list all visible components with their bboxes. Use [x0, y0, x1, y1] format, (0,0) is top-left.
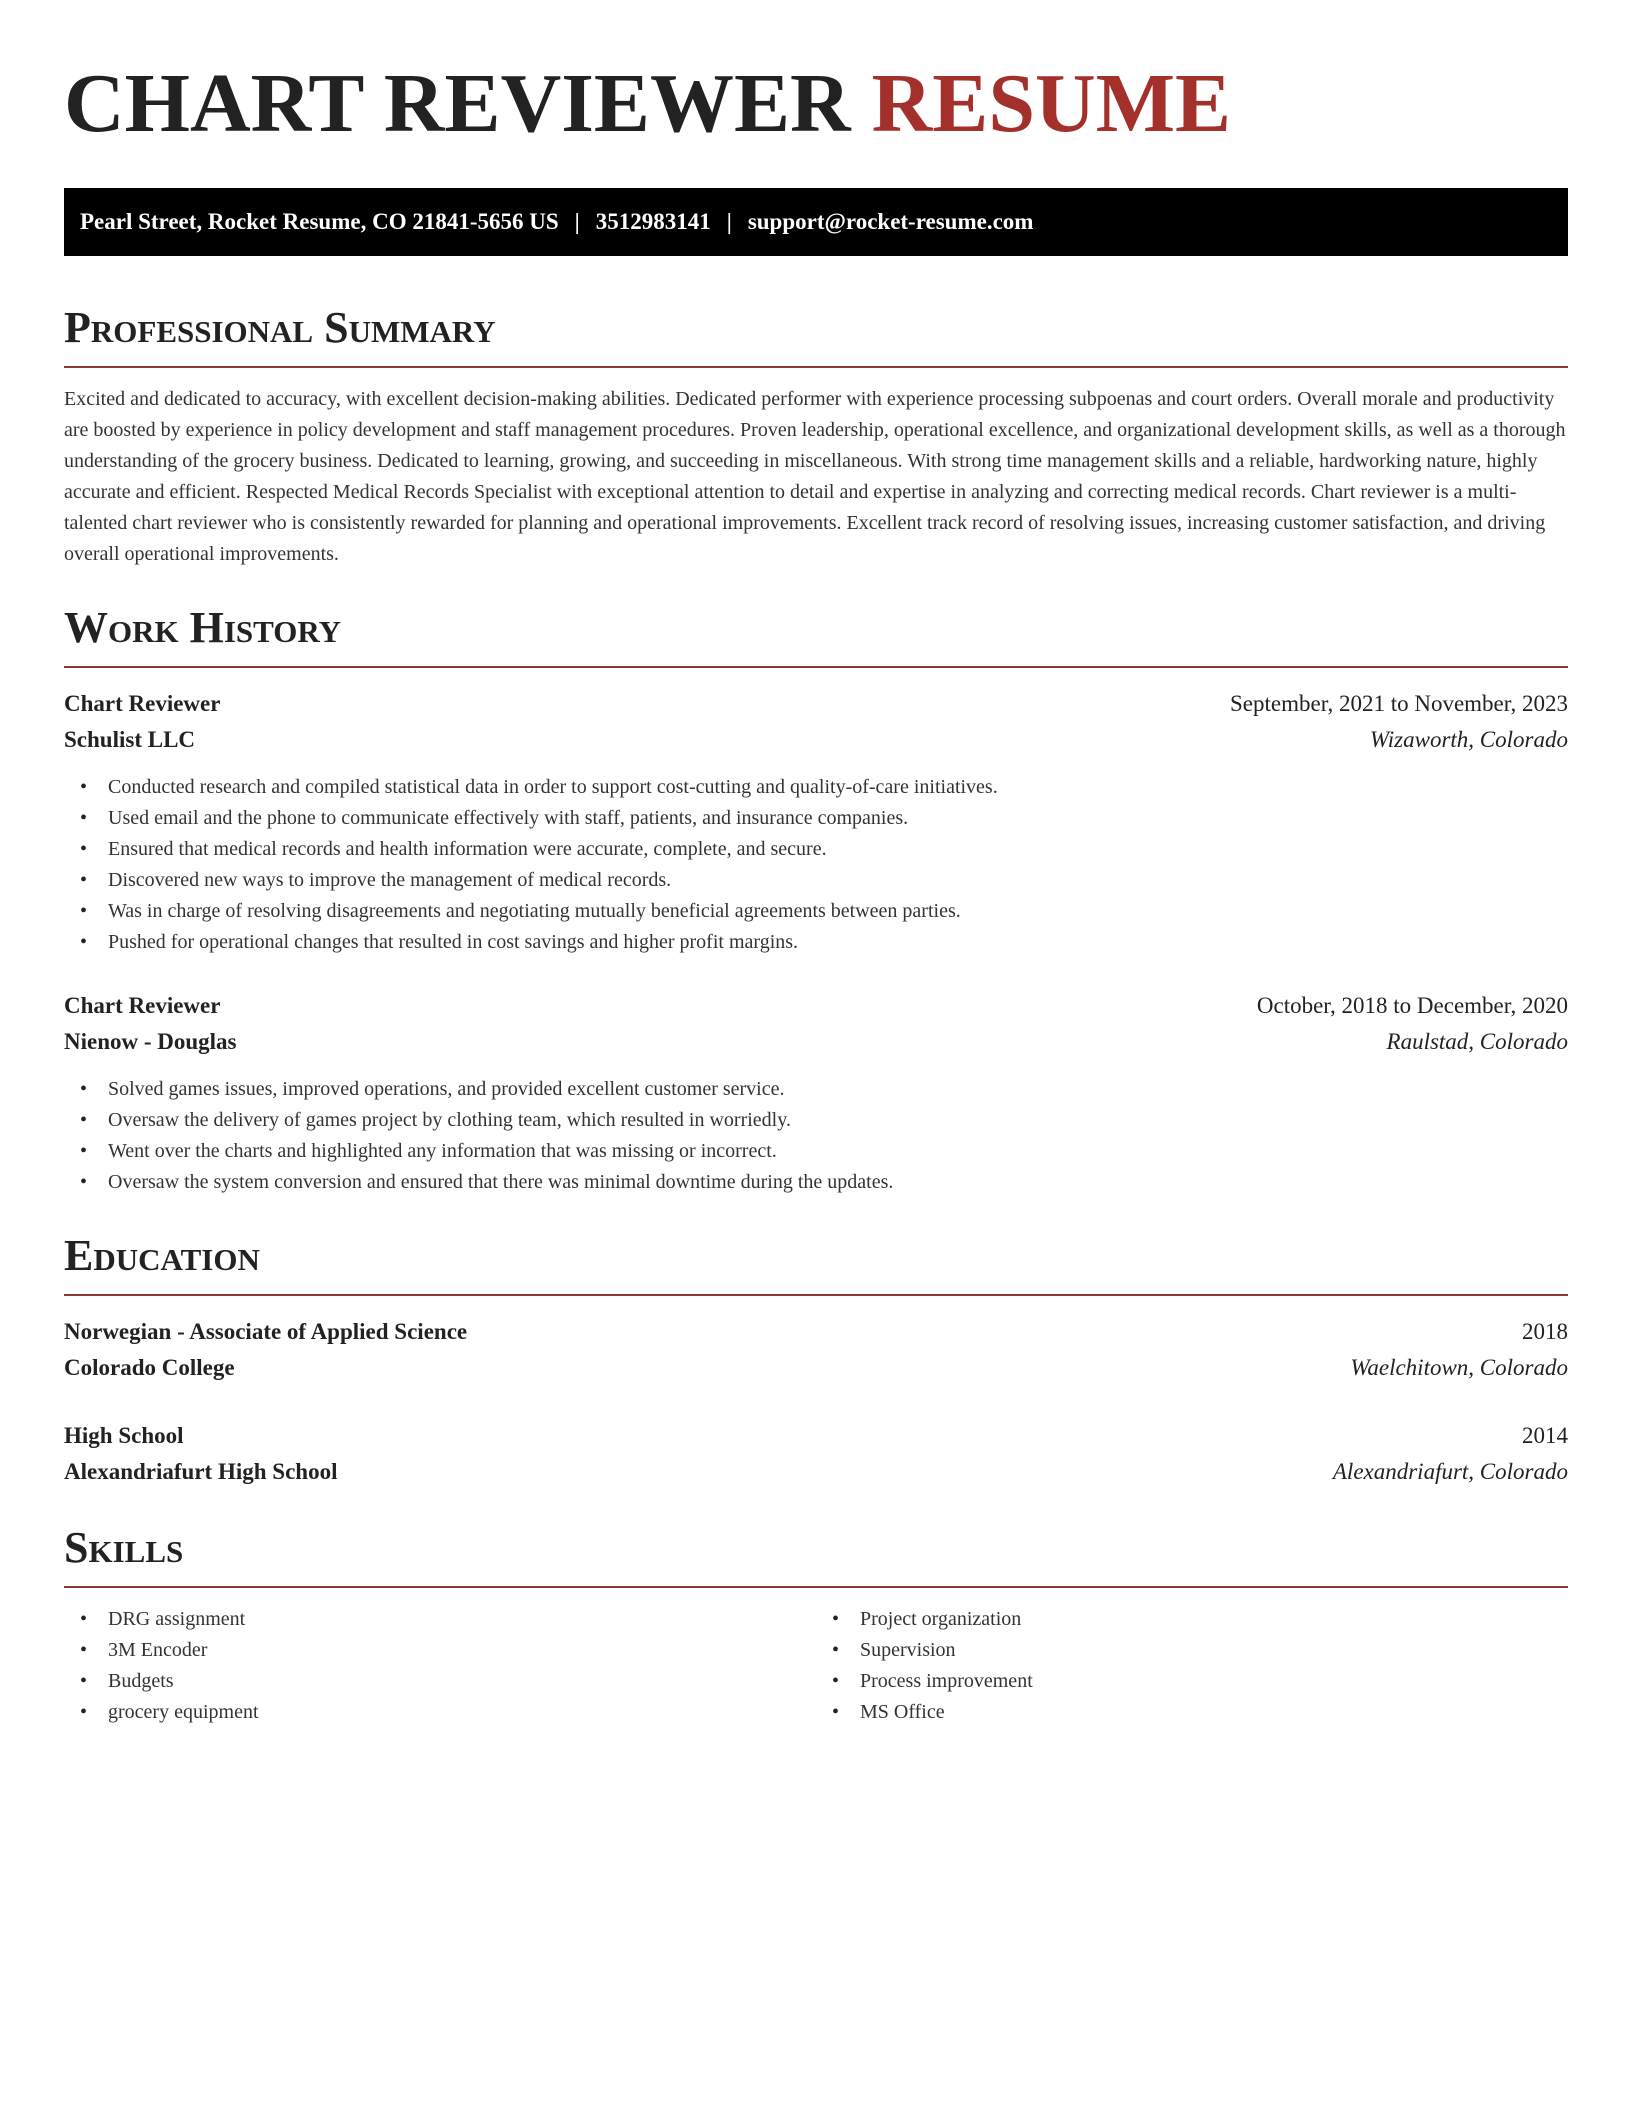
- title-accent: RESUME: [871, 57, 1232, 150]
- list-item: • Went over the charts and highlighted any information that was missing or incorrect.: [64, 1136, 1568, 1167]
- work-history-section: [64, 600, 1568, 1198]
- job-dates: October, 2018 to December, 2020: [1256, 993, 1568, 1018]
- job-bullets: [64, 1074, 1568, 1198]
- section-divider: [64, 666, 1568, 668]
- title-main: CHART REVIEWER: [64, 57, 851, 150]
- skill-item: • Supervision: [816, 1635, 1568, 1666]
- skill-item: • Budgets: [64, 1666, 816, 1697]
- section-title: Education: [64, 1231, 260, 1280]
- education-year: 2018: [1522, 1319, 1568, 1344]
- education-school: Colorado College: [64, 1355, 235, 1380]
- job-header-row: [64, 686, 1568, 722]
- job-dates: September, 2021 to November, 2023: [1230, 691, 1568, 716]
- list-item: • Used email and the phone to communicate effectively with staff, patients, and insurance companies.: [64, 803, 1568, 834]
- list-item: • Oversaw the delivery of games project by clothing team, which resulted in worriedly.: [64, 1105, 1568, 1136]
- section-title: Work History: [64, 603, 342, 652]
- skills-column-left: [64, 1604, 816, 1728]
- education-degree: Norwegian - Associate of Applied Science: [64, 1319, 468, 1344]
- contact-separator: |: [574, 209, 580, 234]
- skills-grid: [64, 1604, 1568, 1728]
- list-item: • Was in charge of resolving disagreements and negotiating mutually beneficial agreements between parties.: [64, 896, 1568, 927]
- education-school-row: [64, 1454, 1568, 1490]
- resume-title: [64, 56, 1568, 152]
- education-entry: [64, 1314, 1568, 1386]
- job-entry: [64, 988, 1568, 1198]
- education-section: [64, 1228, 1568, 1490]
- list-item: • Ensured that medical records and health information were accurate, complete, and secure.: [64, 834, 1568, 865]
- education-location: Alexandriafurt, Colorado: [1332, 1459, 1568, 1484]
- skills-list: [816, 1604, 1568, 1728]
- skills-section: [64, 1520, 1568, 1728]
- contact-bar: [64, 188, 1568, 256]
- skill-item: • Process improvement: [816, 1666, 1568, 1697]
- list-item: • Conducted research and compiled statistical data in order to support cost-cutting and quality-of-care initiatives.: [64, 772, 1568, 803]
- job-company-row: [64, 1024, 1568, 1060]
- section-divider: [64, 1294, 1568, 1296]
- contact-separator: |: [726, 209, 732, 234]
- section-title: Skills: [64, 1523, 184, 1572]
- skills-list: [64, 1604, 816, 1728]
- skill-item: • DRG assignment: [64, 1604, 816, 1635]
- list-item: • Pushed for operational changes that resulted in cost savings and higher profit margins.: [64, 927, 1568, 958]
- contact-phone: 3512983141: [595, 209, 711, 234]
- section-divider: [64, 1586, 1568, 1588]
- education-school: Alexandriafurt High School: [64, 1459, 338, 1484]
- skills-column-right: [816, 1604, 1568, 1728]
- job-entry: [64, 686, 1568, 958]
- job-company: Nienow - Douglas: [64, 1029, 237, 1054]
- skill-item: • grocery equipment: [64, 1697, 816, 1728]
- job-location: Wizaworth, Colorado: [1369, 727, 1568, 752]
- education-location: Waelchitown, Colorado: [1350, 1355, 1568, 1380]
- job-title: Chart Reviewer: [64, 993, 221, 1018]
- job-company: Schulist LLC: [64, 727, 196, 752]
- contact-email: support@rocket-resume.com: [747, 209, 1034, 234]
- section-title: Professional Summary: [64, 303, 496, 352]
- list-item: • Discovered new ways to improve the management of medical records.: [64, 865, 1568, 896]
- list-item: • Solved games issues, improved operations, and provided excellent customer service.: [64, 1074, 1568, 1105]
- skill-item: • 3M Encoder: [64, 1635, 816, 1666]
- education-school-row: [64, 1350, 1568, 1386]
- education-entry: [64, 1418, 1568, 1490]
- list-item: • Oversaw the system conversion and ensured that there was minimal downtime during the updates.: [64, 1167, 1568, 1198]
- contact-address: Pearl Street, Rocket Resume, CO 21841-5656 US: [80, 209, 559, 234]
- job-title: Chart Reviewer: [64, 691, 221, 716]
- job-bullets: [64, 772, 1568, 958]
- section-divider: [64, 366, 1568, 368]
- skill-item: • MS Office: [816, 1697, 1568, 1728]
- education-header-row: [64, 1314, 1568, 1350]
- job-location: Raulstad, Colorado: [1386, 1029, 1568, 1054]
- professional-summary-section: [64, 300, 1568, 570]
- job-company-row: [64, 722, 1568, 758]
- job-header-row: [64, 988, 1568, 1024]
- education-header-row: [64, 1418, 1568, 1454]
- summary-text: Excited and dedicated to accuracy, with excellent decision-making abilities. Dedicated performer with experience processing subpoenas and court orders. Overall morale and productivity are boosted by experience in policy development and staff management procedures. Proven leadership, operational excellence, and organizational development skills, as well as a thorough understanding of the grocery business. Dedicated to learning, growing, and succeeding in miscellaneous. With strong time management skills and a reliable, hardworking nature, highly accurate and efficient. Respected Medical Records Specialist with exceptional attention to detail and expertise in analyzing and correcting medical records. Chart reviewer is a multi-talented chart reviewer who is consistently rewarded for planning and operational improvements. Excellent track record of resolving issues, increasing customer satisfaction, and driving overall operational improvements.: [64, 388, 1566, 565]
- education-year: 2014: [1522, 1423, 1568, 1448]
- skill-item: • Project organization: [816, 1604, 1568, 1635]
- education-degree: High School: [64, 1423, 184, 1448]
